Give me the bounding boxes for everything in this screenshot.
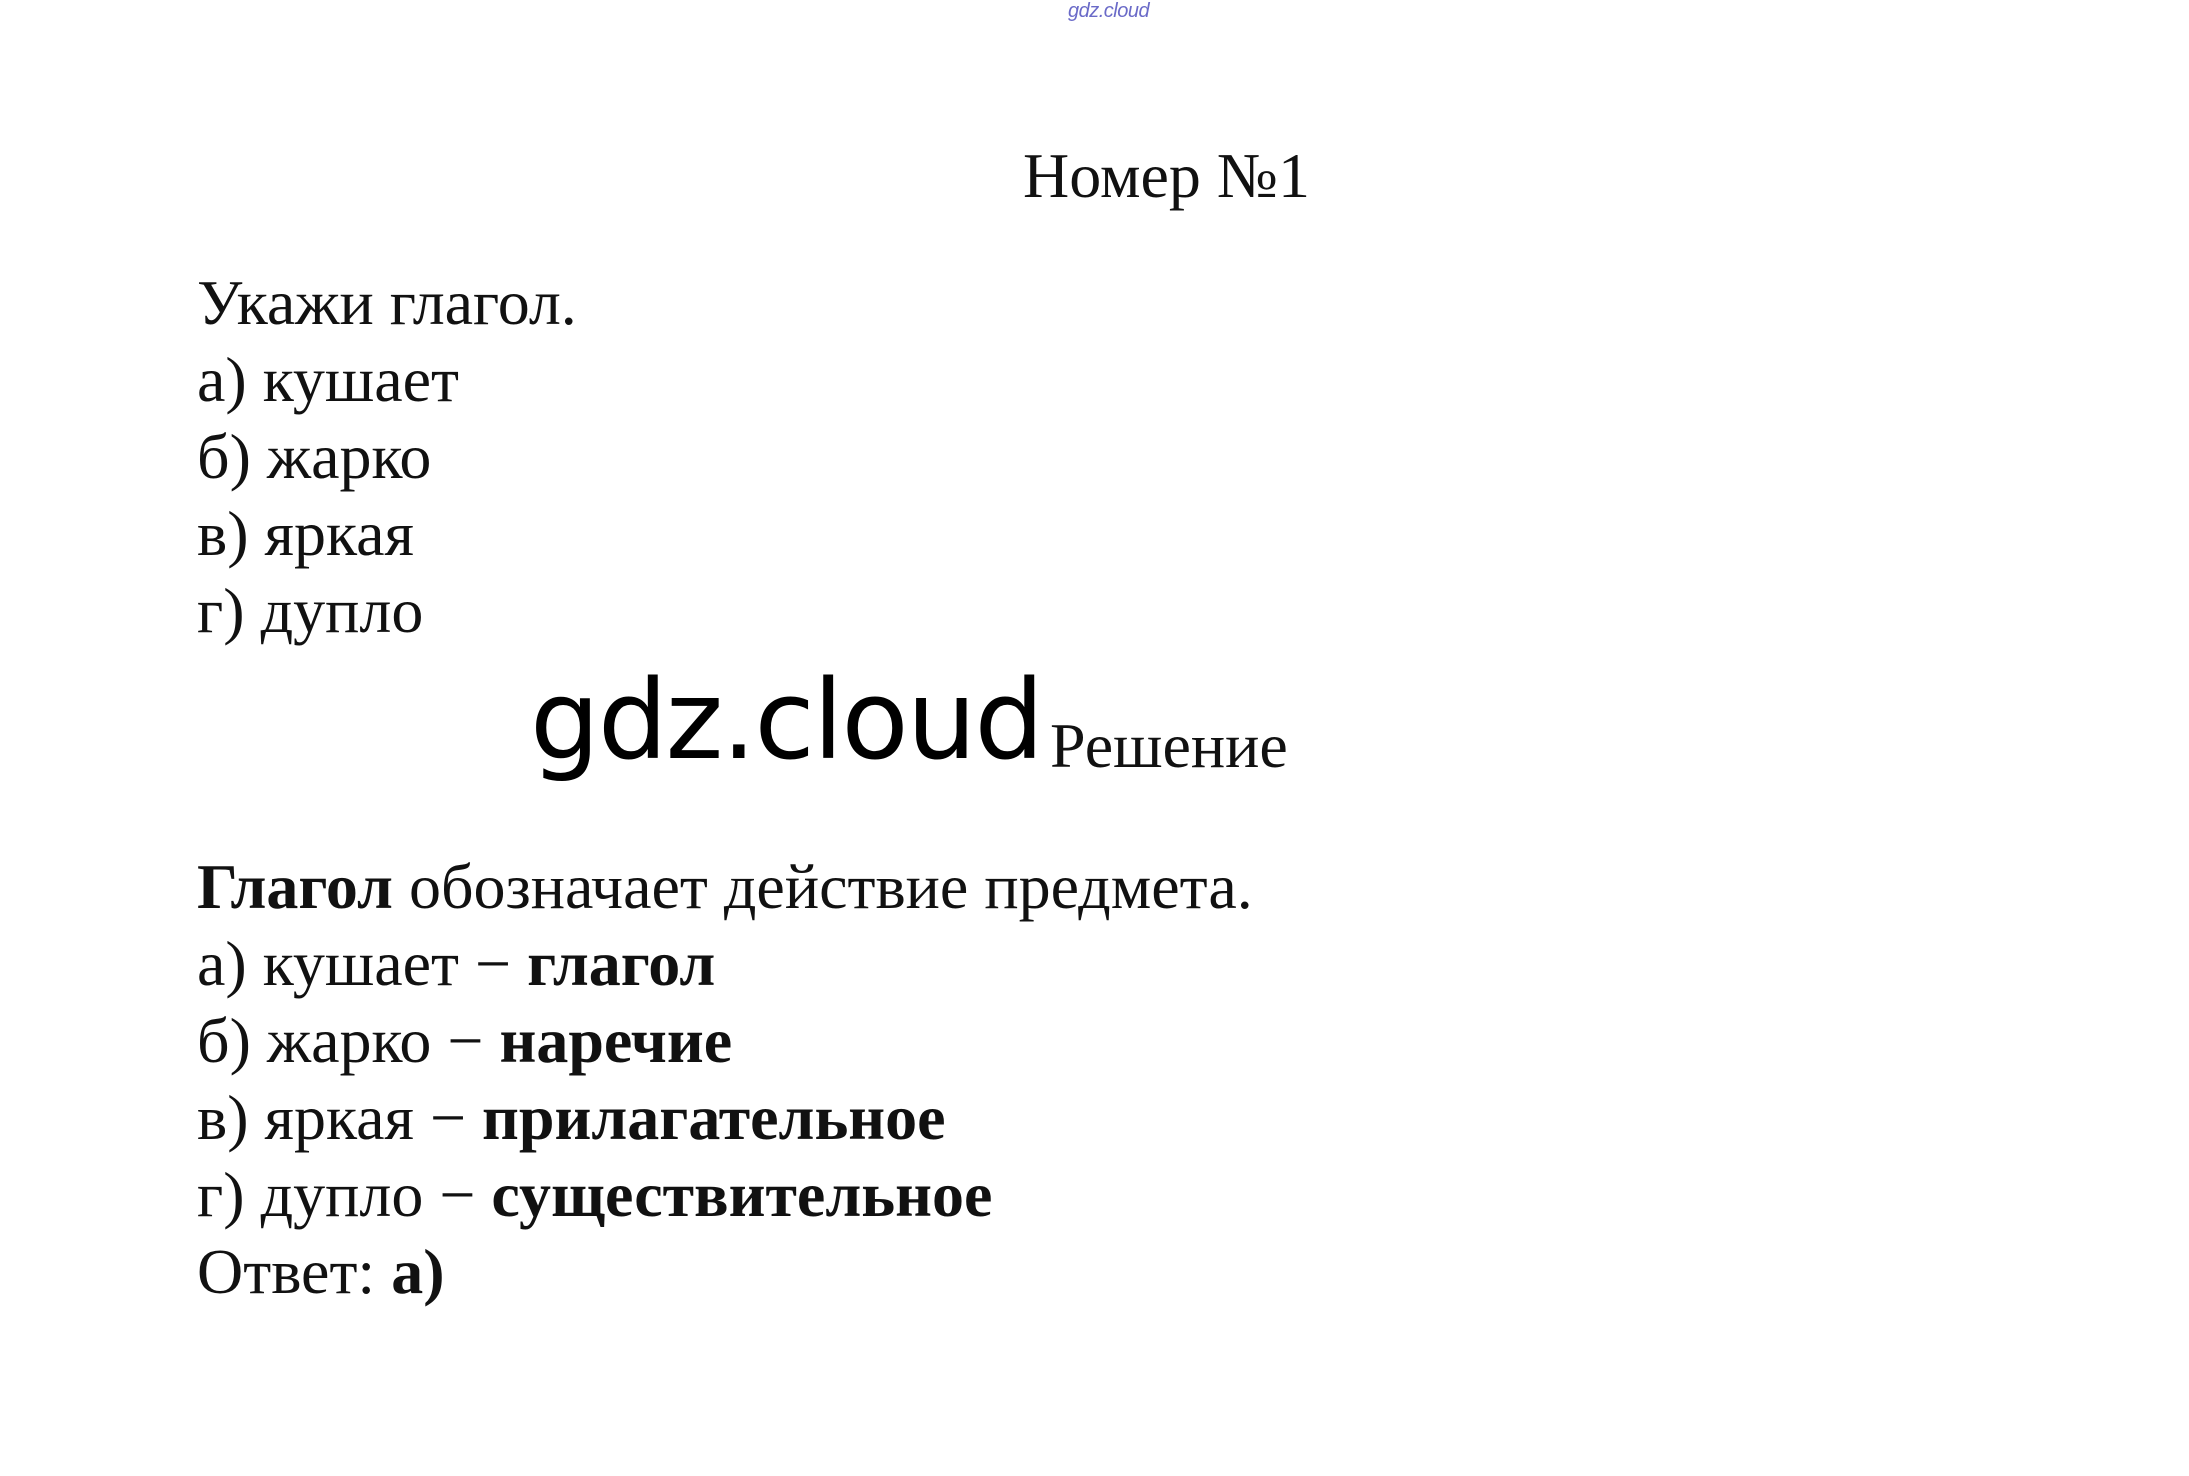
solution-word: г) дупло − <box>197 1159 492 1230</box>
solution-item <box>197 1156 1253 1233</box>
solution-word: в) яркая − <box>197 1082 483 1153</box>
solution-heading: Решение <box>1050 710 1288 781</box>
question-option: б) жарко <box>197 421 432 492</box>
page-title: Номер №1 <box>1023 140 1310 211</box>
solution-item <box>197 925 1253 1002</box>
definition-line <box>197 848 1253 925</box>
solution-block <box>197 848 1253 1310</box>
solution-part-of-speech: прилагательное <box>482 1082 946 1153</box>
question-option: а) кушает <box>197 344 459 415</box>
solution-part-of-speech: существительное <box>491 1159 993 1230</box>
answer-label: Ответ: <box>197 1236 392 1307</box>
solution-item <box>197 1002 1253 1079</box>
solution-part-of-speech: наречие <box>499 1005 733 1076</box>
question-option: г) дупло <box>197 575 424 646</box>
definition-text: обозначает действие предмета. <box>392 851 1253 922</box>
question-prompt: Укажи глагол. <box>197 267 577 338</box>
question-option: в) яркая <box>197 498 414 569</box>
solution-word: а) кушает − <box>197 928 528 999</box>
gdz-cloud-logo: gdz.cloud <box>530 656 1043 784</box>
answer-line <box>197 1233 1253 1310</box>
answer-value: а) <box>391 1236 445 1307</box>
solution-item <box>197 1079 1253 1156</box>
solution-word: б) жарко − <box>197 1005 500 1076</box>
question-block <box>197 264 577 649</box>
definition-term: Глагол <box>197 851 393 922</box>
solution-part-of-speech: глагол <box>527 928 716 999</box>
top-watermark-text: gdz.cloud <box>1068 0 1150 22</box>
